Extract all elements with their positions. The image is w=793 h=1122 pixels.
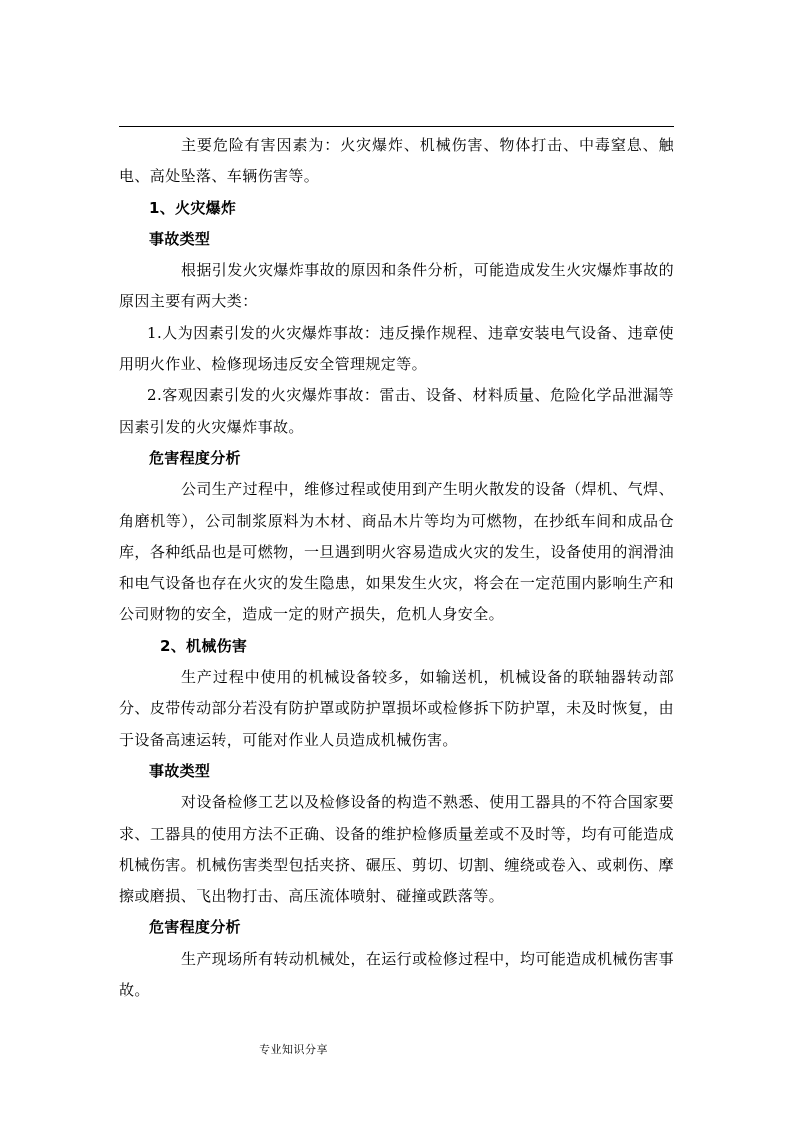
header-rule (119, 126, 674, 127)
subheading-mechanical-harm-analysis: 危害程度分析 (149, 918, 241, 937)
mechanical-accident-type-paragraph: 对设备检修工艺以及检修设备的构造不熟悉、使用工器具的不符合国家要求、工器具的使用方法不正确、设备的维护检修质量差或不及时等，均有可能造成机械伤害。机械伤害类型包括夹挤、碾压、剪切、切割、缠绕或卷入、或刺伤、摩擦或磨损、飞出物打击、高压流体喷射、碰撞或跌落等。 (119, 793, 674, 906)
section-heading-mechanical: 2、机械伤害 (160, 636, 248, 655)
subheading-mechanical-accident-type: 事故类型 (149, 761, 211, 780)
page-footer: 专业知识分享 (259, 1043, 328, 1056)
intro-paragraph: 主要危险有害因素为：火灾爆炸、机械伤害、物体打击、中毒窒息、触电、高处坠落、车辆伤害等。 (119, 136, 674, 186)
document-body (119, 130, 674, 1006)
section-heading-fire: 1、火灾爆炸 (149, 198, 237, 217)
fire-accident-type-paragraph: 根据引发火灾爆炸事故的原因和条件分析，可能造成发生火灾爆炸事故的原因主要有两大类： (119, 261, 674, 311)
fire-cause-item-1: 1.人为因素引发的火灾爆炸事故：违反操作规程、违章安装电气设备、违章使用明火作业、检修现场违反安全管理规定等。 (119, 323, 674, 374)
fire-harm-paragraph: 公司生产过程中，维修过程或使用到产生明火散发的设备（焊机、气焊、角磨机等），公司制浆原料为木材、商品木片等均为可燃物，在抄纸车间和成品仓库，各种纸品也是可燃物，一旦遇到明火容易造成火灾的发生，设备使用的润滑油和电气设备也存在火灾的发生隐患，如果发生火灾，将会在一定范围内影响生产和公司财物的安全，造成一定的财产损失，危机人身安全。 (119, 480, 674, 624)
fire-cause-item-2: 2.客观因素引发的火灾爆炸事故：雷击、设备、材料质量、危险化学品泄漏等因素引发的火灾爆炸事故。 (119, 386, 674, 436)
mechanical-harm-paragraph: 生产现场所有转动机械处，在运行或检修过程中，均可能造成机械伤害事故。 (119, 949, 674, 1000)
subheading-fire-accident-type: 事故类型 (149, 229, 211, 248)
subheading-fire-harm-analysis: 危害程度分析 (149, 448, 241, 467)
mechanical-intro-paragraph: 生产过程中使用的机械设备较多，如输送机，机械设备的联轴器转动部分、皮带传动部分若没有防护罩或防护罩损坏或检修拆下防护罩，未及时恢复，由于设备高速运转，可能对作业人员造成机械伤害。 (119, 668, 674, 749)
